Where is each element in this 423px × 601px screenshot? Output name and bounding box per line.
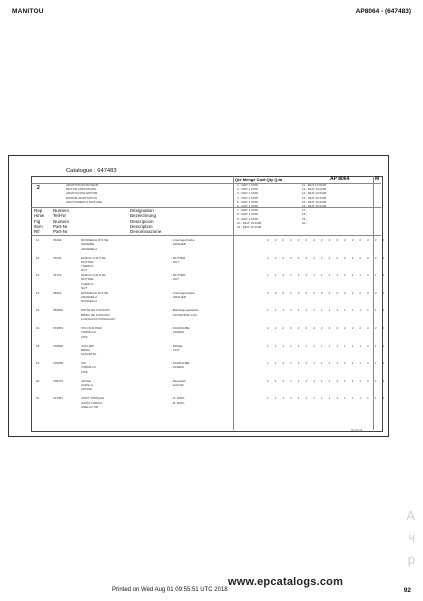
- row-designation-line: JUNTA TORICA: [81, 400, 103, 405]
- row-translations: [171, 238, 195, 247]
- numero-column-header: Numero Teil-Nr Numero Part-Nr Part-Nr: [53, 208, 70, 235]
- row-designations: [81, 308, 115, 321]
- row-quantities: 2 2 2 2 2 2 2 2 2 2 2 2 2 2 2 2: [267, 326, 387, 330]
- row-quantities: 1 1 1 1 1 1 1 1 1 1 1 1 1 1 1 1: [267, 396, 387, 401]
- row-designations: [81, 291, 108, 304]
- row-translation-line: - GAUGE: [171, 383, 184, 388]
- row-designation-line: JOINT TORIQUE: [81, 396, 105, 401]
- row-translation-line: - SCHRAUBE: [171, 361, 190, 366]
- row-part-number: 707387: [53, 396, 64, 401]
- row-designation-line: ECROU H M 5 SE: [81, 255, 106, 260]
- catalogue-label: Catalogue : 647483: [66, 168, 117, 174]
- row-designation-line: COLLIER: [81, 343, 94, 348]
- variant-item: 11 - MHT 10 0108: [302, 183, 326, 187]
- row-translation-line: - CLIP: [171, 347, 180, 352]
- row-translations: [171, 291, 195, 300]
- row-translation-line: - MUTTER: [171, 273, 186, 278]
- row-translation-line: - BUGEL: [171, 343, 184, 348]
- row-designation-line: VARILLA: [81, 383, 94, 388]
- row-designation-line: TUERCA: [81, 264, 94, 269]
- variant-item: 20 -: [302, 220, 308, 225]
- row-designation-line: NUT: [81, 286, 88, 291]
- row-translations: [171, 256, 185, 265]
- print-timestamp: Printed on Wed Aug 01 09:55:51 UTC 2018: [112, 587, 228, 593]
- row-designation-line: FASCETTA: [81, 352, 97, 357]
- variant-item: 7 - MHT 1 0708: [237, 208, 258, 213]
- row-designations: [81, 344, 96, 357]
- row-translations: [171, 379, 186, 388]
- row-designation-line: ARANDELA: [81, 295, 98, 300]
- row-part-number: 706658: [53, 343, 64, 348]
- row-translation-line: - SCREW: [171, 330, 184, 335]
- row-part-number: 705298: [53, 361, 64, 366]
- row-translations: [171, 326, 190, 335]
- rep-column-header: Rep Hinw Fig Item Rif: [34, 208, 45, 235]
- row-designation-line: MUTTER: [81, 277, 94, 282]
- designation-column-header: Désignation Bezeichnung Descripcion Description Denominazione: [130, 208, 162, 235]
- row-rep: 21: [36, 396, 40, 401]
- variant-item: 2 - MHT 1 0708: [237, 187, 258, 192]
- row-designations: [81, 379, 93, 392]
- row-translations: [171, 344, 183, 353]
- variant-item: 18 -: [302, 212, 308, 217]
- variant-item: 15 - MHT 10 0108: [302, 199, 327, 204]
- page-number: 92: [403, 587, 411, 594]
- row-translation-line: - NUT: [171, 259, 179, 264]
- m-reference: M: [375, 176, 380, 182]
- row-designation-line: RONDELLE W 8 SE: [81, 290, 109, 295]
- row-quantities: 1 1 1 1 1 1 1 1 1 1 1 1 1 1 1 1: [267, 361, 387, 366]
- variant-item: 21 - MHT 10 0108: [237, 225, 262, 230]
- row-rep: 20: [36, 378, 40, 383]
- row-translations: [171, 308, 199, 317]
- row-designation-line: TUERCA: [81, 281, 94, 286]
- brand-name: MANITOU: [12, 8, 44, 15]
- group-names: [66, 183, 102, 204]
- row-designation-line: TORNILLO: [81, 365, 96, 370]
- group-name: ENGINE ADAPTATION: [66, 195, 97, 200]
- variant-item: 6 - MHT 1 0708: [237, 204, 258, 209]
- row-translation-line: - O- RING: [171, 400, 185, 405]
- row-part-number: 28923: [53, 290, 62, 295]
- variant-item: 16 - MHT 10 0108: [302, 204, 327, 209]
- group-name: ADATTAMENTO MOTORE: [66, 199, 103, 204]
- website-watermark[interactable]: www.epcatalogs.com: [228, 576, 344, 588]
- variant-item: 14 - MHT 10 0108: [302, 195, 327, 200]
- row-part-number: 76232: [53, 255, 62, 260]
- row-translation-line: - WASHER: [171, 295, 186, 300]
- row-translation-line: - Befestigungslasche: [171, 308, 199, 313]
- row-rep: 19: [36, 361, 40, 366]
- row-designations: [81, 273, 106, 290]
- row-part-number: 79449: [53, 238, 62, 242]
- row-designations: [81, 396, 104, 409]
- row-designation-line: RONDELLE W 5 SE: [81, 238, 109, 242]
- document-reference: AP8064 - (647483): [355, 8, 411, 15]
- row-designation-line: ASTINA: [81, 387, 92, 392]
- row-designation-line: JAUGE: [81, 378, 92, 383]
- row-part-number: 780832: [53, 308, 64, 313]
- row-designation-line: PATTE DE FIXATION: [81, 308, 110, 313]
- row-translations: [171, 361, 190, 370]
- row-translation-line: - SCREW: [171, 365, 184, 370]
- row-translation-line: - NUT: [171, 277, 179, 282]
- row-designation-line: ECROU H M 8 SE: [81, 273, 106, 278]
- row-designation-line: ANELLO OR: [81, 404, 99, 409]
- row-translation-line: - Unterlegscheibe: [171, 238, 195, 242]
- group-number: 2: [37, 185, 40, 191]
- row-designation-line: FLANGIA DI FISSAGGIO: [81, 316, 115, 321]
- variant-item: 12 - MHT 10 0108: [302, 187, 327, 192]
- row-designations: [81, 326, 102, 339]
- row-designations: [81, 238, 108, 251]
- page-code: 02-02-18: [351, 428, 363, 432]
- row-designation-line: BRIDA DE FIJACION: [81, 312, 110, 317]
- variant-item: 10 - MHT 10 0108: [237, 220, 262, 225]
- group-name: ADAPTACION MOTOR: [66, 191, 98, 196]
- row-designation-line: ARANDELA: [81, 246, 98, 251]
- row-translation-line: - WASHER: [171, 242, 186, 247]
- watermark-letter: А: [406, 508, 415, 523]
- table-row: [31, 396, 387, 424]
- group-name: MOTOR ANPASSUNG: [66, 187, 97, 192]
- row-quantities: 1 1 1 1 1 1 1 1 1 1 1 1 1 1 1 1: [267, 273, 387, 278]
- quantity-header: Qte Menge Cant Qty Q.ta: [235, 177, 283, 182]
- row-designation-line: VIS CS M 8X20: [81, 326, 103, 330]
- variant-item: 3 - MHT 1 0708: [237, 191, 258, 196]
- row-translation-line: - FASTENING LUG: [171, 312, 197, 317]
- row-translation-line: - Messstab: [171, 378, 186, 383]
- row-part-number: 679953: [53, 326, 64, 330]
- row-translations: [171, 396, 185, 405]
- variant-item: 1 - MHT 1 0708: [237, 183, 258, 187]
- variant-item: 8 - MHT 1 0708: [237, 212, 258, 217]
- row-designations: [81, 256, 106, 273]
- row-rep: 16: [36, 326, 40, 330]
- row-rep: 18: [36, 343, 40, 348]
- row-translation-line: - MUTTER: [171, 255, 186, 260]
- row-quantities: 2 2 2 2 2 2 2 2 2 2 2 2 2 2 2 2: [267, 255, 387, 260]
- row-quantities: 2 2 2 2 2 2 2 2 2 2 2 2 2 2 2 2: [267, 290, 387, 295]
- row-rep: 14: [36, 290, 40, 295]
- row-translation-line: - SCHRAUBE: [171, 326, 190, 330]
- row-quantities: 1 1 1 1 1 1 1 1 1 1 1 1 1 1 1 1: [267, 378, 387, 383]
- row-rep: 15: [36, 308, 40, 313]
- row-designation-line: BRIDA: [81, 347, 91, 352]
- row-designations: [81, 361, 96, 374]
- variant-item: 17 -: [302, 208, 308, 213]
- group-name: ADAPTATION MOTEUR: [66, 183, 99, 187]
- row-rep: 11: [36, 238, 40, 242]
- table-divider: [31, 235, 381, 236]
- ap-reference: AP 8064: [330, 176, 350, 182]
- variant-item: 19 -: [302, 216, 308, 221]
- row-designation-line: VITE: [81, 334, 88, 339]
- variant-item: 9 - MHT 1 0708: [237, 216, 258, 221]
- row-designation-line: NUT: [81, 268, 88, 273]
- row-designation-line: MUTTER: [81, 259, 94, 264]
- row-designation-line: SCHEIBE: [81, 242, 95, 247]
- row-designation-line: TORNILLO: [81, 330, 96, 335]
- row-designation-line: RONDELLA: [81, 299, 98, 304]
- variant-item: 4 - MHT 1 0708: [237, 195, 258, 200]
- row-translation-line: - O- RING: [171, 396, 185, 401]
- variant-item: 5 - MHT 1 0708: [237, 199, 258, 204]
- variant-item: 13 - MHT 10 0108: [302, 191, 327, 196]
- variant-list: [237, 183, 367, 229]
- row-quantities: 2 2 2 2 2 2 2 2 2 2 2 2 2 2 2 2: [267, 238, 387, 242]
- row-quantities: 1 1 1 1 1 1 1 1 1 1 1 1 1 1 1 1: [267, 343, 387, 348]
- row-translations: [171, 273, 185, 282]
- watermark-letter: р: [407, 552, 415, 567]
- watermark-letter: ч: [408, 530, 415, 545]
- row-translation-line: - Unterlegscheibe: [171, 290, 195, 295]
- row-designation-line: VIS: [81, 361, 86, 366]
- row-rep: 13: [36, 273, 40, 278]
- row-quantities: 1 1 1 1 1 1 1 1 1 1 1 1 1 1 1 1: [267, 308, 387, 313]
- row-designation-line: VITE: [81, 369, 88, 374]
- row-part-number: 708703: [53, 378, 64, 383]
- row-rep: 12: [36, 255, 40, 260]
- row-part-number: 73719: [53, 273, 62, 278]
